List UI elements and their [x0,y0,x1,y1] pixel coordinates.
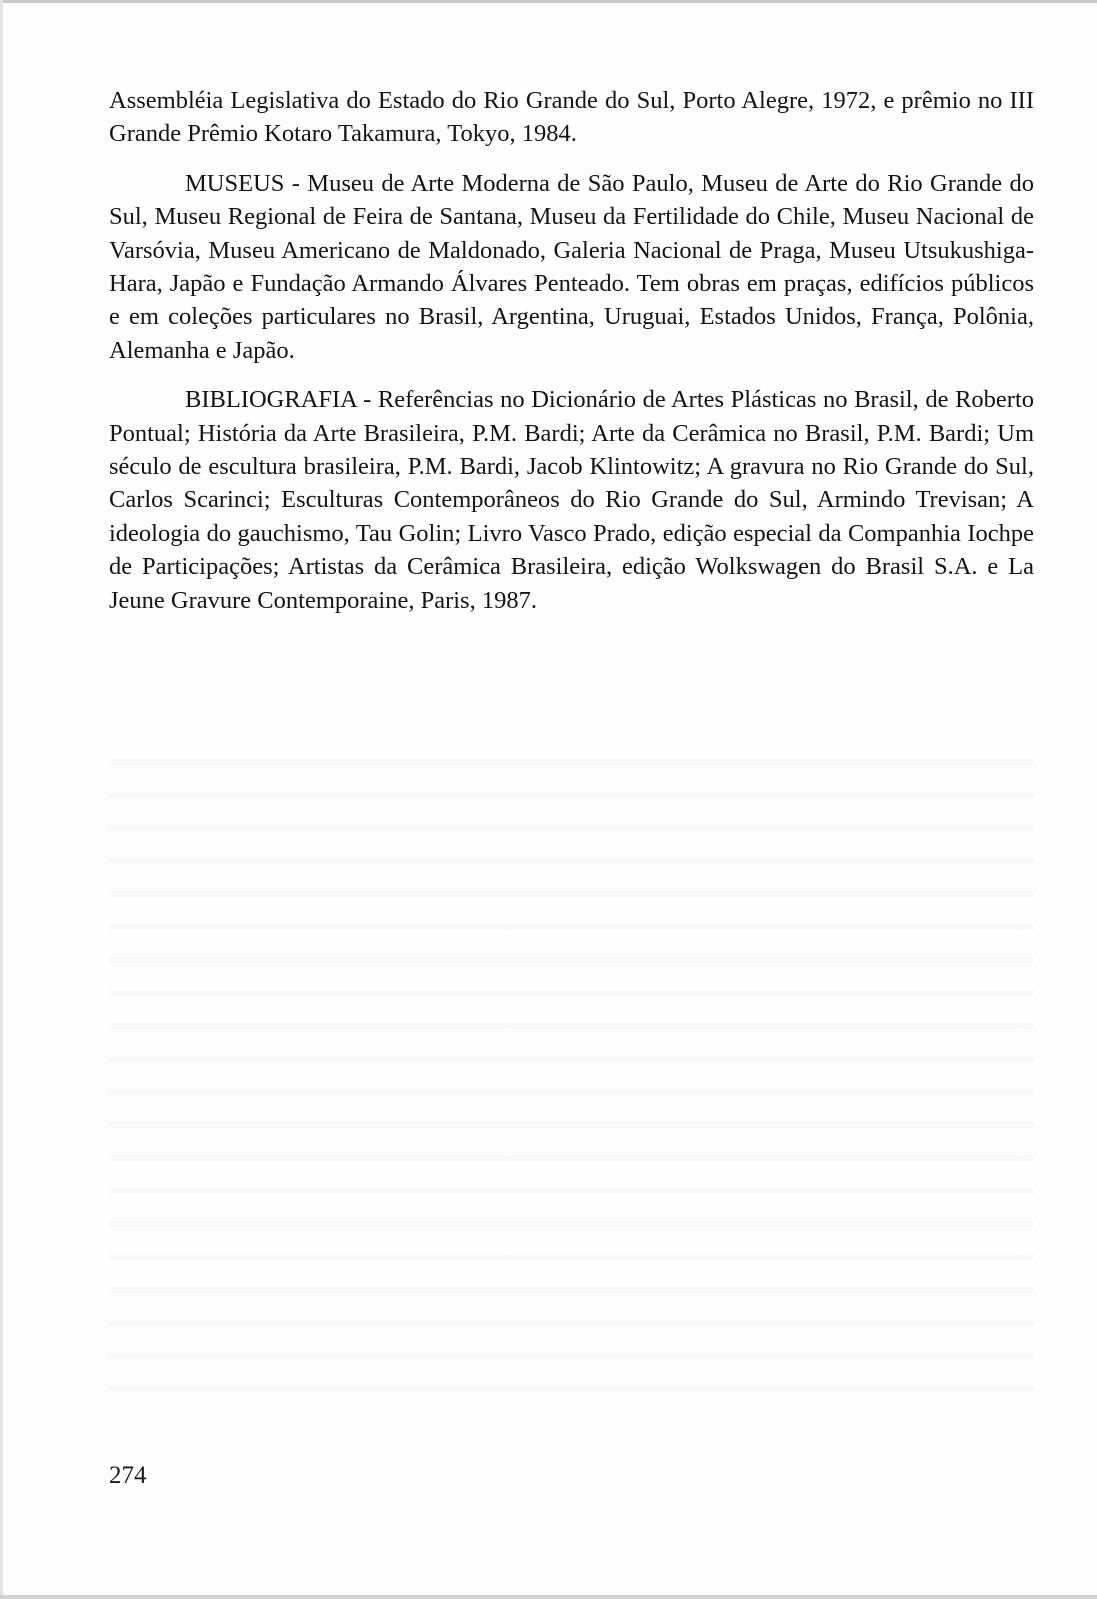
paragraph-bibliografia: BIBLIOGRAFIA - Referências no Dicionário de Artes Plásticas no Brasil, de Roberto Pontual; História da Arte Brasileira, P.M. Bardi; Arte da Cerâmica no Brasil, P.M. Bardi; Um século de escultura brasileira, P.M. Bardi, Jacob Klintowitz; A gravura no Rio Grande do Sul, Carlos Scarinci; Esculturas Contemporâneos do Rio Grande do Sul, Armindo Trevisan; A ideologia do gauchismo, Tau Golin; Livro Vasco Prado, edição especial da Companhia Iochpe de Participações; Artistas da Cerâmica Brasileira, edição Wolkswagen do Brasil S.A. e La Jeune Gravure Contemporaine, Paris, 1987. [109,386,1034,614]
top-edge-rule [0,0,1097,3]
page-number: 274 [109,1462,147,1489]
body-text [109,84,1034,633]
paragraph-museus: MUSEUS - Museu de Arte Moderna de São Paulo, Museu de Arte do Rio Grande do Sul, Museu Regional de Feira de Santana, Museu da Fertilidade do Chile, Museu Nacional de Varsóvia, Museu Americano de Maldonado, Galeria Nacional de Praga, Museu Utsukushiga-Hara, Japão e Fundação Armando Álvares Penteado. Tem obras em praças, edifícios públicos e em coleções particulares no Brasil, Argentina, Uruguai, Estados Unidos, França, Polônia, Alemanha e Japão. [109,169,1034,364]
paragraph-awards-continued: Assembléia Legislativa do Estado do Rio Grande do Sul, Porto Alegre, 1972, e prêmio no III Grande Prêmio Kotaro Takamura, Tokyo, 1984. [109,87,1034,148]
show-through-from-reverse [109,735,1034,1395]
bottom-edge-rule [0,1595,1097,1599]
left-edge-shadow [0,0,3,1599]
